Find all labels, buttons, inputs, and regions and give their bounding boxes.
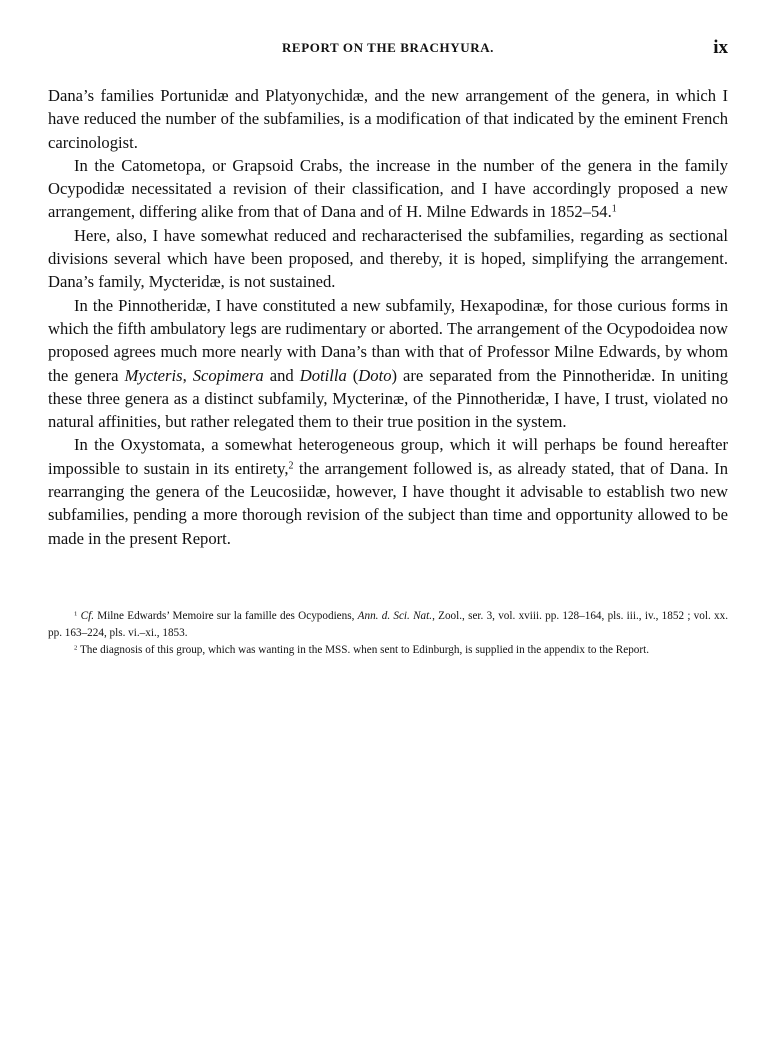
footnote-mark-2: 2 <box>74 644 78 652</box>
running-title: REPORT ON THE BRACHYURA. <box>281 40 495 55</box>
footnote-ref-1: 1 <box>611 204 617 216</box>
journal-title: Ann. d. Sci. Nat. <box>357 610 433 622</box>
genus-name: Doto <box>358 365 392 385</box>
footnote-ref-2: 2 <box>288 460 294 472</box>
footnote-1-text: , Zool., ser. 3, vol. xviii. pp. 128–164, pls. iii., iv., 1852 ; vol. xx. pp. 163–224, pls. vi.–xi., 1853. <box>48 610 729 639</box>
paragraph-2-text: In the Catometopa, or Grapsoid Crabs, the increase in the number of the genera in the family Ocypodidæ necessitated a revision of their classification, and I have accordingly proposed a new arrangement, differing alike from that of Dana and of H. Milne Edwards in 1852–54. <box>48 155 728 222</box>
paragraph-4-text: ) are separated from the Pinnotheridæ. In uniting these three genera as a distinct subfamily, Mycterinæ, of the Pinnotheridæ, I have, I trust, violated no natural affinities, but rather relegated them to their true position in the system. <box>48 365 728 432</box>
paragraph-1: Dana’s families Portunidæ and Platyonychidæ, and the new arrangement of the genera, in which I have reduced the number of the subfamilies, is a modification of that indicated by the eminent French carcinologist. <box>48 86 728 152</box>
body-text <box>48 84 728 550</box>
paragraph-4-text: In the Pinnotheridæ, I have constituted a new subfamily, Hexapodinæ, for those curious forms in which the fifth ambulatory legs are rudimentary or aborted. The arrangement of the Ocypodoidea now proposed agrees much more nearly with Dana’s than with that of Professor Milne Edwards, by whom the genera <box>48 295 728 385</box>
paragraph-2 <box>48 154 728 224</box>
footnote-1-text: Milne Edwards’ Memoire sur la famille des Ocypodiens, <box>94 610 358 622</box>
footnote-mark-1: 1 <box>74 610 78 618</box>
paragraph-5-text: the arrangement followed is, as already stated, that of Dana. In rearranging the genera of the Leucosiidæ, however, I have thought it advisable to establish two new subfamilies, pending a more thorough revision of the subject than time and opportunity allowed to be made in the present Report. <box>48 458 728 548</box>
paragraph-4-text: , <box>182 365 193 385</box>
footnote-2 <box>48 642 728 659</box>
paragraph-3: Here, also, I have somewhat reduced and recharacterised the subfamilies, regarding as sectional divisions several which have been proposed, and thereby, it is hoped, simplifying the arrangement. Dana’s family, Mycteridæ, is not sustained. <box>48 225 728 292</box>
footnotes <box>48 608 728 659</box>
genus-name: Scopimera <box>192 365 264 385</box>
paragraph-4 <box>48 294 728 434</box>
footnote-1 <box>48 608 728 642</box>
genus-name: Dotilla <box>299 365 347 385</box>
paragraph-4-text: and <box>263 365 300 385</box>
paragraph-5 <box>48 433 728 549</box>
paragraph-5-text: In the Oxystomata, a somewhat heterogeneous group, which it will perhaps be found hereafter impossible to sustain in its entirety, <box>48 435 728 478</box>
page-header <box>48 37 728 64</box>
page-number: ix <box>713 37 728 58</box>
paragraph-4-text: ( <box>346 365 359 385</box>
footnote-2-text: The diagnosis of this group, which was wanting in the MSS. when sent to Edinburgh, is supplied in the appendix to the Report. <box>77 644 650 656</box>
genus-name: Mycteris <box>124 365 183 385</box>
footnote-cf: Cf. <box>80 610 94 622</box>
